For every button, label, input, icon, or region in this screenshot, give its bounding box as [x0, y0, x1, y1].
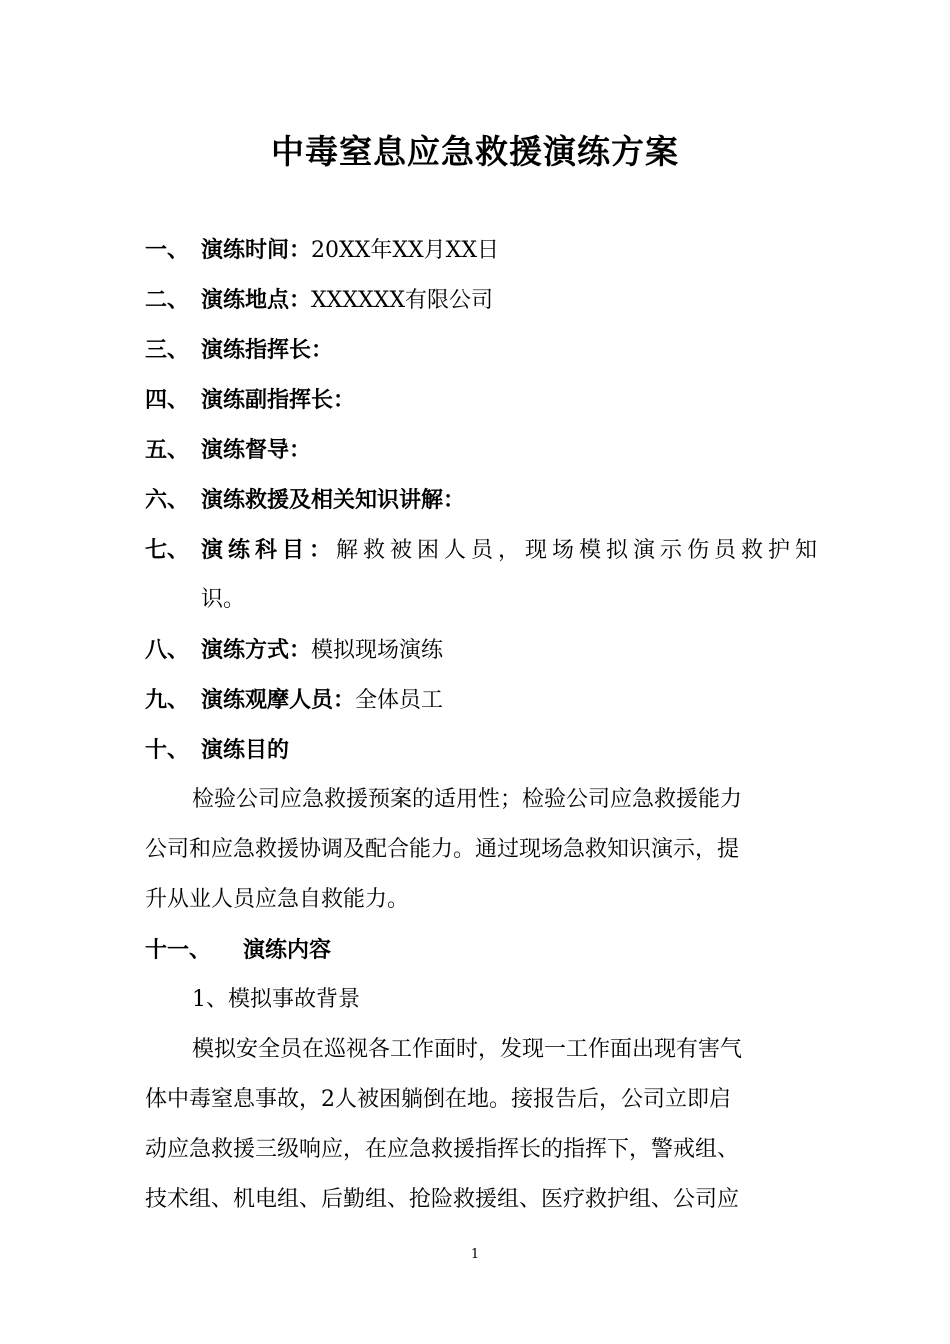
item-value: 全体员工 — [355, 688, 444, 713]
item-value-continuation: 识。 — [201, 587, 246, 612]
item-drill-subject — [145, 534, 823, 567]
background-paragraph-line: 技术组、机电组、后勤组、抢险救援组、医疗救护组、公司应 — [145, 1187, 740, 1212]
item-number: 三、 — [145, 337, 190, 363]
item-deputy-commander — [145, 384, 810, 417]
item-number: 七、 — [145, 537, 190, 563]
item-label: 演练救援及相关知识讲解： — [201, 487, 466, 513]
item-number: 九、 — [145, 687, 190, 713]
item-drill-method — [145, 634, 810, 667]
item-number: 十一、 — [145, 937, 212, 963]
item-value: XXXXXX有限公司 — [311, 288, 493, 313]
item-number: 二、 — [145, 287, 190, 313]
page-number: 1 — [470, 1247, 480, 1262]
item-label: 演练督导： — [201, 437, 312, 463]
item-number: 六、 — [145, 487, 190, 513]
item-label: 演练副指挥长： — [201, 387, 356, 413]
item-drill-location — [145, 284, 810, 317]
item-drill-purpose — [145, 734, 810, 767]
background-paragraph-line: 模拟安全员在巡视各工作面时，发现一工作面出现有害气 — [192, 1037, 743, 1062]
item-drill-time — [145, 234, 810, 267]
item-label: 演练观摩人员： — [201, 687, 356, 713]
background-paragraph-line: 体中毒窒息事故，2人被困躺倒在地。接报告后，公司立即启 — [145, 1087, 731, 1112]
item-value: 解救被困人员，现场模拟演示伤员救护知 — [336, 538, 823, 563]
item-value: 20XX年XX月XX日 — [311, 238, 499, 263]
item-label: 演练目的 — [201, 737, 290, 763]
item-observers — [145, 684, 810, 717]
item-drill-subject-continuation — [201, 584, 866, 616]
purpose-paragraph-line: 公司和应急救援协调及配合能力。通过现场急救知识演示，提 — [145, 837, 740, 862]
item-knowledge-explanation — [145, 484, 810, 517]
purpose-paragraph-line: 检验公司应急救援预案的适用性；检验公司应急救援能力 — [192, 787, 743, 812]
item-label: 演练时间： — [201, 237, 312, 263]
item-value: 模拟现场演练 — [311, 638, 444, 663]
item-number: 八、 — [145, 637, 190, 663]
item-label: 演练内容 — [243, 937, 332, 963]
item-number: 四、 — [145, 387, 190, 413]
document-title: 中毒窒息应急救援演练方案 — [271, 132, 679, 171]
item-label: 演练指挥长： — [201, 337, 334, 363]
item-commander — [145, 334, 810, 367]
subheading-accident-background: 1、模拟事故背景 — [192, 987, 360, 1012]
item-label: 演练科目： — [201, 537, 337, 563]
section-drill-content — [145, 934, 810, 967]
item-label: 演练地点： — [201, 287, 312, 313]
item-label: 演练方式： — [201, 637, 312, 663]
item-number: 十、 — [145, 737, 190, 763]
item-number: 五、 — [145, 437, 190, 463]
item-supervisor — [145, 434, 810, 467]
purpose-paragraph-line: 升从业人员应急自救能力。 — [145, 887, 410, 912]
item-number: 一、 — [145, 237, 190, 263]
background-paragraph-line: 动应急救援三级响应，在应急救援指挥长的指挥下，警戒组、 — [145, 1137, 740, 1162]
